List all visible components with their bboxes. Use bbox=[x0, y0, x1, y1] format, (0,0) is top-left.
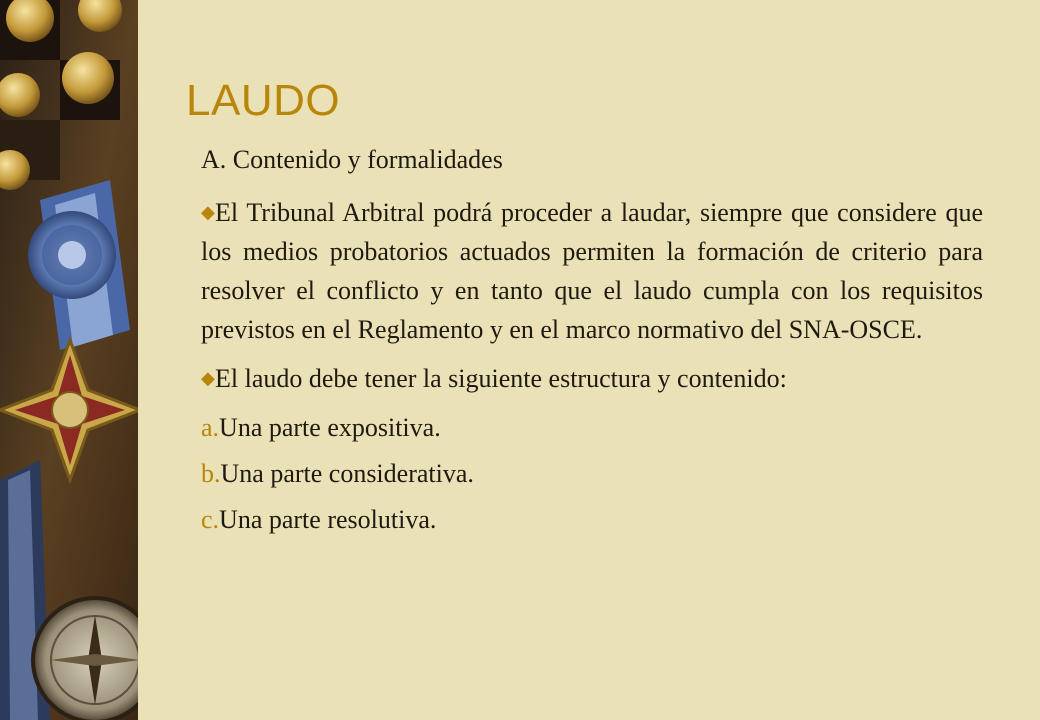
list-item-letter: c. bbox=[201, 505, 220, 534]
decorative-medal-compass-image bbox=[0, 0, 138, 720]
diamond-bullet-icon: ◆ bbox=[201, 202, 215, 222]
list-item-text: Una parte considerativa. bbox=[220, 459, 474, 488]
section-subtitle: A. Contenido y formalidades bbox=[201, 145, 503, 174]
list-item bbox=[201, 454, 983, 493]
list-item-letter: b. bbox=[201, 459, 221, 488]
list-item-text: Una parte resolutiva. bbox=[219, 505, 437, 534]
list-item-letter: a. bbox=[201, 413, 220, 442]
list-item-text: Una parte expositiva. bbox=[219, 413, 441, 442]
bullet-paragraph bbox=[201, 193, 983, 349]
list-item bbox=[201, 408, 983, 447]
bullet-text: El laudo debe tener la siguiente estructura y contenido: bbox=[215, 364, 787, 393]
diamond-bullet-icon: ◆ bbox=[201, 368, 215, 388]
bullet-paragraph bbox=[201, 359, 983, 398]
list-item bbox=[201, 500, 983, 539]
slide-content bbox=[201, 140, 983, 546]
bullet-text: El Tribunal Arbitral podrá proceder a laudar, siempre que considere que los medios probatorios actuados permiten la formación de criterio para resolver el conflicto y en tanto que el laudo cumpla con los requisitos previstos en el Reglamento y en el marco normativo del SNA-OSCE. bbox=[201, 198, 983, 344]
slide-title: LAUDO bbox=[186, 76, 341, 125]
